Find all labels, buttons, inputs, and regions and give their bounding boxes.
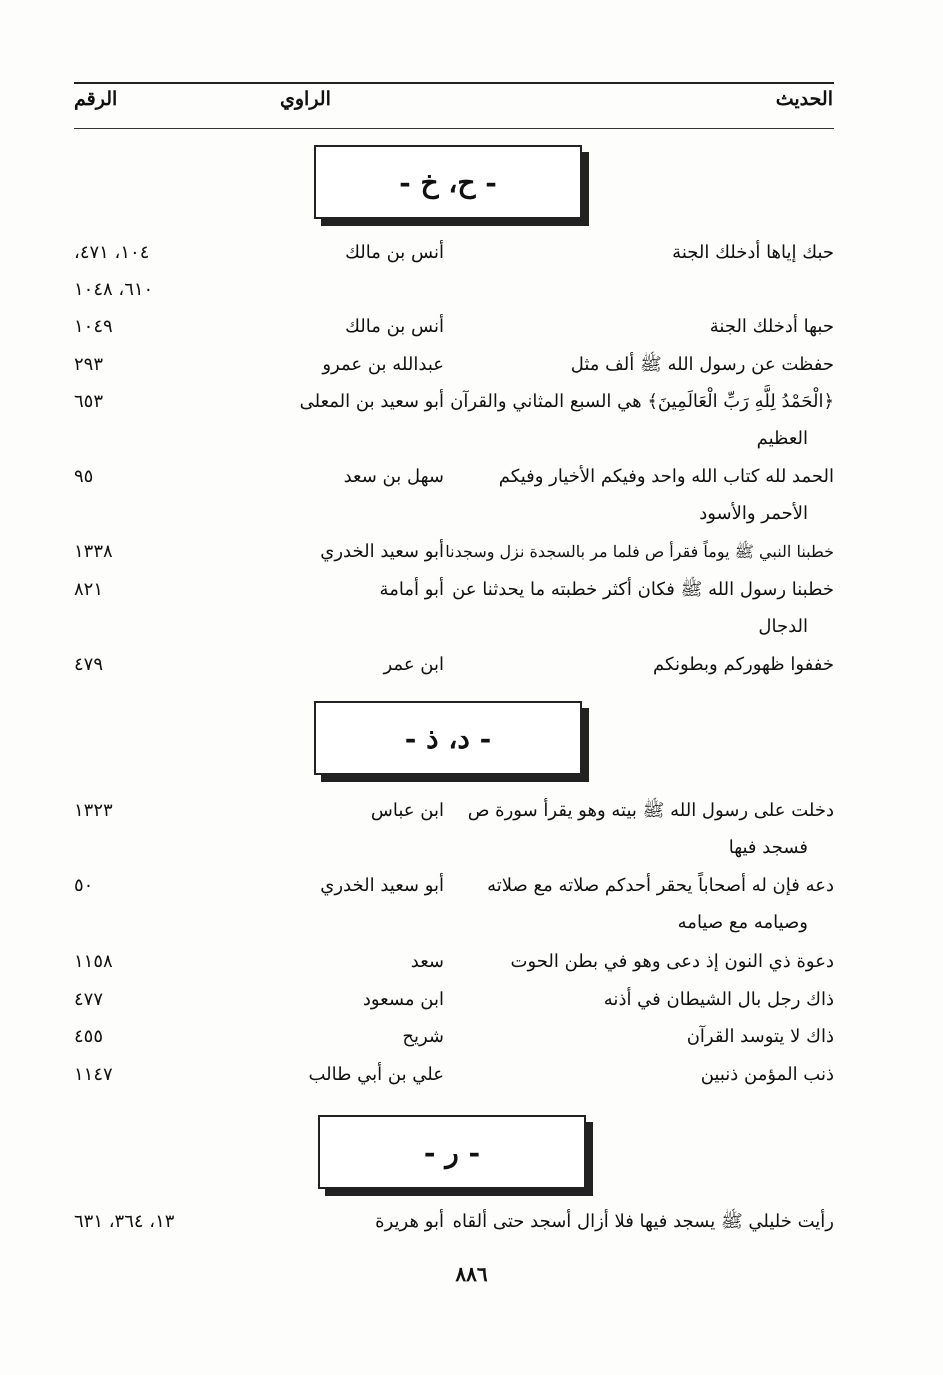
reference-number: ١٠٤، ٤٧١، ٦١٠، ١٠٤٨: [74, 242, 154, 300]
section-heading-ra: - ر -: [318, 1115, 586, 1189]
reference-number: ٤٧٧: [74, 989, 104, 1010]
narrator: ابن عباس: [370, 800, 444, 821]
column-header-hadith: الحديث: [775, 88, 833, 110]
reference-number: ١٠٤٩: [74, 316, 113, 337]
header-bottom-rule: [74, 128, 834, 129]
narrator: أبو سعيد الخدري: [320, 875, 444, 896]
hadith-text: ﴿الْحَمْدُ لِلَّهِ رَبِّ الْعَالَمِينَ﴾ هي السبع المثاني والقرآن العظيم: [450, 391, 834, 449]
narrator: أنس بن مالك: [345, 316, 444, 337]
narrator: عبدالله بن عمرو: [322, 354, 444, 375]
hadith-text: دعوة ذي النون إذ دعى وهو في بطن الحوت: [510, 951, 834, 972]
reference-number: ٦٥٣: [74, 391, 104, 412]
narrator: أبو سعيد الخدري: [320, 541, 444, 562]
hadith-text: حبك إياها أدخلك الجنة: [672, 242, 834, 263]
narrator: سهل بن سعد: [343, 466, 444, 487]
page-number: ٨٨٦: [455, 1262, 488, 1286]
hadith-text: دخلت على رسول الله ﷺ بيته وهو يقرأ سورة ص فسجد فيها: [467, 800, 834, 858]
reference-number: ٩٥: [74, 466, 94, 487]
reference-number: ٢٩٣: [74, 354, 104, 375]
narrator: شريح: [402, 1026, 444, 1047]
narrator: أبو هريرة: [375, 1211, 444, 1232]
hadith-text: خطبنا النبي ﷺ يوماً فقرأ ص فلما مر بالسجدة نزل وسجدنا: [445, 542, 834, 561]
hadith-text: ذنب المؤمن ذنبين: [700, 1064, 834, 1085]
hadith-text: رأيت خليلي ﷺ يسجد فيها فلا أزال أسجد حتى ألقاه: [452, 1211, 834, 1232]
narrator: أبو سعيد بن المعلى: [299, 391, 444, 412]
reference-number: ١١٤٧: [74, 1064, 113, 1085]
reference-number: ١٣، ٣٦٤، ٦٣١: [74, 1211, 175, 1232]
hadith-text: خففوا ظهوركم وبطونكم: [653, 654, 834, 675]
header-top-rule: [74, 82, 834, 84]
narrator: علي بن أبي طالب: [308, 1064, 444, 1085]
hadith-text: خطبنا رسول الله ﷺ فكان أكثر خطبته ما يحدثنا عن الدجال: [452, 579, 834, 637]
reference-number: ٨٢١: [74, 579, 104, 600]
hadith-text: حفظت عن رسول الله ﷺ ألف مثل: [570, 354, 834, 375]
column-header-number: الرقم: [74, 88, 118, 110]
hadith-text: ذاك لا يتوسد القرآن: [686, 1026, 834, 1047]
hadith-text: ذاك رجل بال الشيطان في أذنه: [603, 989, 834, 1010]
reference-number: ١١٥٨: [74, 951, 113, 972]
column-header-rawi: الراوي: [280, 88, 331, 110]
reference-number: ١٣٣٨: [74, 541, 113, 562]
narrator: ابن مسعود: [362, 989, 444, 1010]
reference-number: ١٣٢٣: [74, 800, 113, 821]
hadith-text: دعه فإن له أصحاباً يحقر أحدكم صلاته مع صلاته وصيامه مع صيامه: [487, 875, 834, 933]
reference-number: ٥٠: [74, 875, 94, 896]
reference-number: ٤٥٥: [74, 1026, 104, 1047]
narrator: أبو أمامة: [379, 579, 444, 600]
reference-number: ٤٧٩: [74, 654, 104, 675]
section-heading-dal-dhal: - د، ذ -: [314, 701, 582, 775]
narrator: ابن عمر: [383, 654, 444, 675]
narrator: سعد: [410, 951, 444, 972]
section-heading-ha-kha: - ح، خ -: [314, 145, 582, 219]
narrator: أنس بن مالك: [345, 242, 444, 263]
hadith-text: حبها أدخلك الجنة: [709, 316, 834, 337]
hadith-text: الحمد لله كتاب الله واحد وفيكم الأخيار وفيكم الأحمر والأسود: [498, 466, 834, 524]
